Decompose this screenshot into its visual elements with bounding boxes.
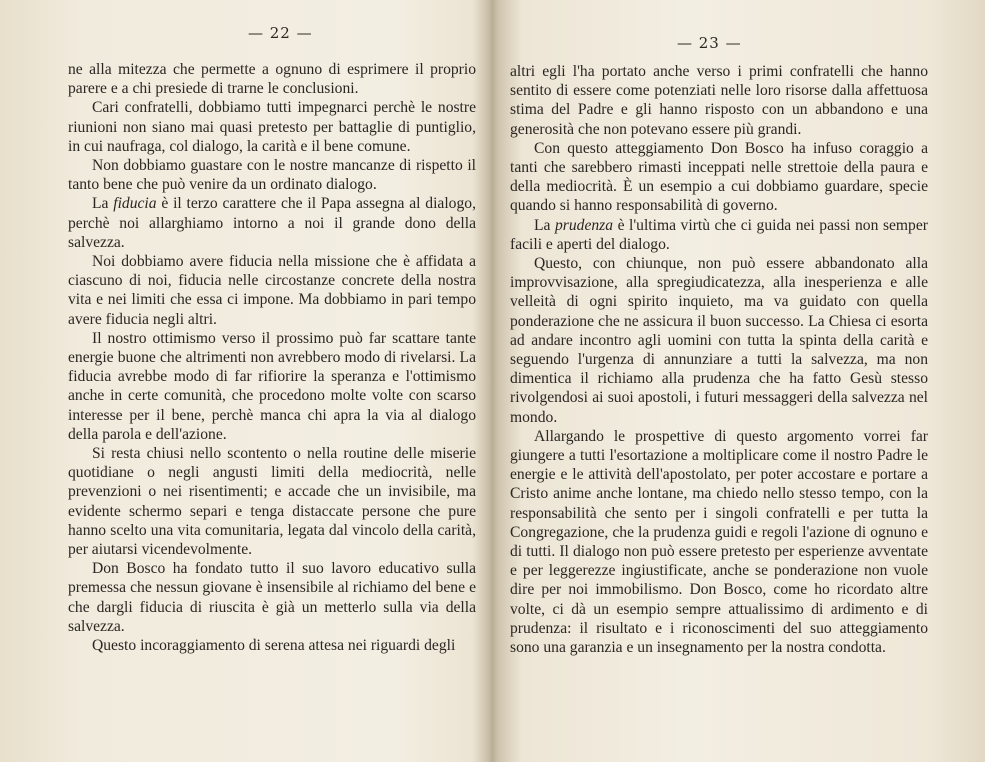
paragraph: Non dobbiamo guastare con le nostre mancanze di rispetto il tanto bene che può venire da un ordinato dialogo. [68,157,476,194]
page-body [68,60,476,655]
paragraph: Il nostro ottimismo verso il prossimo può far scattare tante energie buone che altrimenti non avrebbero modo di rivelarsi. La fiducia avrebbe modo di far rifiorire la speranza e l'ottimismo anche in certe comunità, che procedono molte volte con scarso interesse per il bene, perchè manca chi apra la via al dialogo della parola e dell'azione. [68,329,476,443]
emphasized-word: fiducia [113,195,157,213]
paragraph-mid: è il terzo [156,195,223,213]
paragraph: Noi dobbiamo avere fiducia nella missione che è affidata a ciascuno di noi, fiducia nelle circostanze concrete della nostra vita e nei limiti che essa ci impone. Ma dobbiamo in pari tempo avere fiducia negli altri. [68,253,476,328]
paragraph-lead: La [534,216,555,234]
paragraph: altri egli l'ha portato anche verso i primi confratelli che hanno sentito di essere come potenziati nelle loro risorse dalla affettuosa stima del Padre e gli hanno risposto con un abbandono e una generosità che non potevano essere più grandi. [510,63,928,138]
paragraph: Cari confratelli, dobbiamo tutti impegnarci perchè le nostre riunioni non siano mai quasi pretesto per battaglie di puntiglio, in cui naufraga, col dialogo, la carità e il bene comune. [68,99,476,155]
paragraph-lead: La [92,195,114,213]
paragraph: Questo incoraggiamento di serena attesa nei riguardi degli [92,637,456,655]
paragraph: Don Bosco ha fondato tutto il suo lavoro educativo sulla premessa che nessun giovane è insensibile al richiamo del bene e che dargli fiducia di riuscita è già un metterlo sulla via della salvezza. [68,560,476,635]
paragraph: Con questo atteggiamento Don Bosco ha infuso coraggio a tanti che sarebbero rimasti inceppati nelle strettoie della paura e della mediocrità. È un esempio a cui dobbiamo guardare, specie quando si hanno responsabilità di governo. [510,139,928,215]
right-page [492,0,985,762]
paragraph [68,194,476,252]
emphasized-word: prudenza [554,216,614,234]
left-page [0,0,492,762]
paragraph [510,216,928,254]
page-number: — 23 — [677,34,742,52]
paragraph: Questo, con chiunque, non può essere abbandonato alla improvvisazione, alla spregiudicatezza, alla inesperienza e alle velleità di ogni spirito inquieto, ma va guidato con quella ponderazione che ne assicura il buon successo. La Chiesa ci esorta ad andare incontro agli uomini con tutta la spinta della carità e seguendo l'urgenza di annunziare a tutti la salvezza, ma non dimentica il richiamo alla prudenza che ha fatto Gesù stesso rivolgendosi ai suoi apostoli, i futuri messaggeri della salvezza nel mondo. [510,255,928,426]
paragraph-rest: è l'ultima virtù che ci guida nei passi non semper facili e aperti del dialogo. [510,216,928,253]
page-body [510,62,928,657]
paragraph: ne alla mitezza che permette a ognuno di esprimere il proprio parere e a chi presiede di trarne le conclusioni. [68,61,476,98]
page-number: — 22 — [248,24,313,42]
paragraph: Si resta chiusi nello scontento o nella routine delle miserie quotidiane o negli angusti limiti della mediocrità, nelle prevenzioni o nei risentimenti; e accade che un invisibile, ma evidente schermo separi e tenga distaccate persone che pure hanno scelto una vita comunitaria, legata dal vincolo della carità, per aiutarsi vicendevolmente. [68,445,476,559]
paragraph-rest: carattere che il Papa assegna al dialogo, perchè noi allarghiamo intorno a noi il grande dono della salvezza. [68,195,476,251]
paragraph: Allargando le prospettive di questo argomento vorrei far giungere a tutti l'esortazione a moltiplicare come il nostro Padre le energie e le attività dell'apostolato, per poter accostare e portare a Cristo anime anche lontane, ma chiedo nello stesso tempo, con la responsabilità che sento per i singoli confratelli e per tutta la Congregazione, che la prudenza guidi e regoli l'azione di ognuno e di tutti. Il dialogo non può essere pretesto per esperienze avventate e per leggerezze ingiustificate, anche se ponderazione non vuole dire per noi immobilismo. Don Bosco, come ho ricordato altre volte, ci dà un esempio sempre attualissimo di ardimento e di prudenza: il risultato e i riconoscimenti del suo atteggiamento sono una garanzia e un insegnamento per la nostra condotta. [510,427,928,657]
